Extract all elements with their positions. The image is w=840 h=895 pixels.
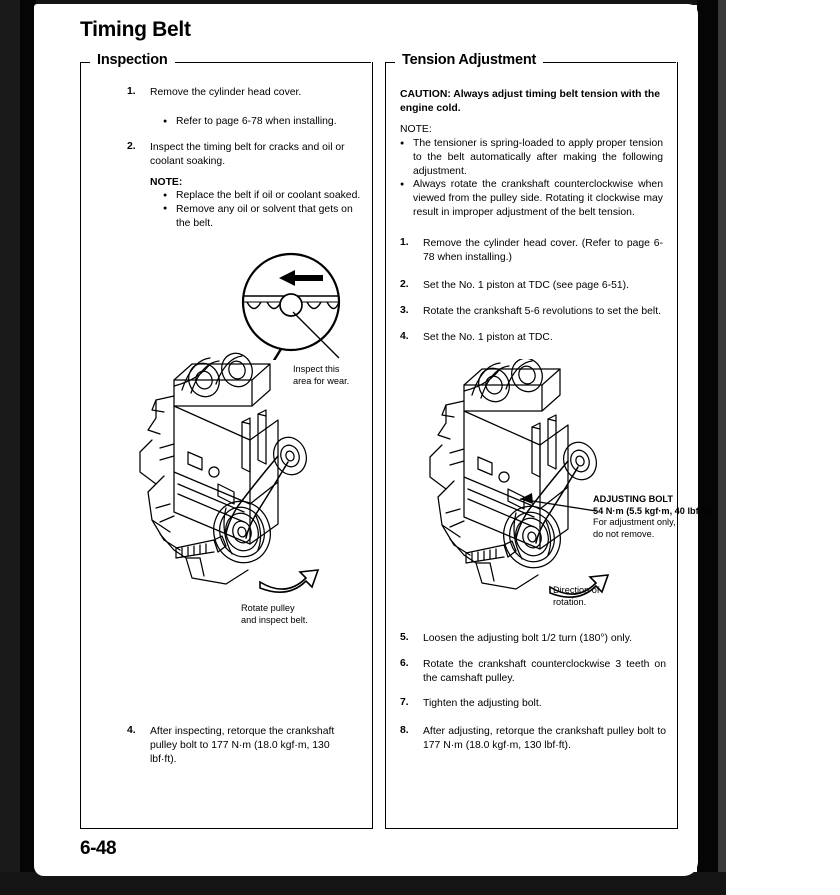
right-step-1-number: 1. bbox=[400, 237, 409, 248]
right-note-label: NOTE: bbox=[400, 124, 432, 135]
adjusting-bolt-callout-torque: 54 N·m (5.5 kgf·m, 40 lbf·ft) bbox=[593, 505, 711, 516]
engine-illustration-left bbox=[130, 344, 350, 604]
direction-of-rotation-line1: Direction of bbox=[553, 585, 600, 595]
right-step-4-number: 4. bbox=[400, 331, 409, 342]
right-step-4-text: Set the No. 1 piston at TDC. bbox=[423, 332, 553, 343]
right-step-2-number: 2. bbox=[400, 279, 409, 290]
left-step-1-number: 1. bbox=[127, 86, 136, 97]
inspect-area-caption-line1: Inspect this bbox=[293, 364, 340, 374]
adjusting-bolt-callout-title: ADJUSTING BOLT bbox=[593, 494, 673, 504]
rotate-pulley-caption bbox=[241, 603, 308, 626]
right-step-8-number: 8. bbox=[400, 725, 409, 736]
wear-area-circle bbox=[280, 294, 302, 316]
tensioner-pulley-right bbox=[558, 438, 601, 485]
inspection-panel-legend: Inspection bbox=[90, 52, 175, 68]
camshaft-housing-right bbox=[464, 359, 560, 411]
scan-edge-right-inner bbox=[718, 0, 726, 886]
adjusting-bolt-callout-line4: do not remove. bbox=[593, 528, 655, 539]
rotation-arrow-left bbox=[260, 570, 318, 592]
right-step-7-number: 7. bbox=[400, 697, 409, 708]
right-step-5-text: Loosen the adjusting bolt 1/2 turn (180°) only. bbox=[423, 633, 633, 644]
right-step-7-text: Tighten the adjusting bolt. bbox=[423, 698, 542, 709]
left-note-bullet-2: ● Remove any oil or solvent that gets on the belt. bbox=[163, 203, 368, 231]
manual-page bbox=[34, 4, 711, 876]
right-step-5-number: 5. bbox=[400, 632, 409, 643]
right-step-3-number: 3. bbox=[400, 305, 409, 316]
right-step-3-text: Rotate the crankshaft 5-6 revolutions to set the belt. bbox=[423, 306, 661, 317]
left-note-bullets bbox=[163, 189, 368, 230]
left-step-4-number: 4. bbox=[127, 725, 136, 736]
right-note-bullet-1: ● The tensioner is spring-loaded to apply proper tension to the belt automatically after making the following adjustment. bbox=[400, 137, 663, 178]
left-step-1-text: Remove the cylinder head cover. bbox=[150, 87, 302, 98]
left-step-1-bullet: ● Refer to page 6-78 when installing. bbox=[163, 115, 359, 129]
tension-panel-legend: Tension Adjustment bbox=[395, 52, 543, 68]
rotate-pulley-caption-line1: Rotate pulley bbox=[241, 603, 295, 613]
right-step-6-number: 6. bbox=[400, 658, 409, 669]
direction-of-rotation-line2: rotation. bbox=[553, 596, 587, 607]
adjusting-bolt-callout-line3: For adjustment only, bbox=[593, 517, 676, 528]
caution-text: CAUTION: Always adjust timing belt tension with the engine cold. bbox=[400, 89, 660, 114]
tensioner-pulley bbox=[268, 433, 311, 480]
camshaft-housing bbox=[174, 349, 270, 406]
inspect-area-caption-line2: area for wear. bbox=[293, 375, 350, 386]
left-step-2-number: 2. bbox=[127, 141, 136, 152]
spark-plug-tubes bbox=[242, 410, 266, 472]
right-note-bullets bbox=[400, 137, 663, 220]
spark-plug-tubes-right bbox=[532, 415, 556, 477]
left-step-2-text: Inspect the timing belt for cracks and oil or coolant soaking. bbox=[150, 142, 345, 167]
right-step-8-text: After adjusting, retorque the crankshaft pulley bolt to 177 N·m (18.0 kgf·m, 130 lbf·ft). bbox=[423, 726, 666, 751]
page-title: Timing Belt bbox=[80, 18, 191, 41]
right-step-2-text: Set the No. 1 piston at TDC (see page 6-51). bbox=[423, 280, 630, 291]
right-note-bullet-2: ● Always rotate the crankshaft counterclockwise when viewed from the pulley side. Rotating it clockwise may result in improper adjustment of the belt tension. bbox=[400, 178, 663, 219]
engine-illustration-right bbox=[420, 359, 640, 609]
left-note-bullet-1: ● Replace the belt if oil or coolant soaked. bbox=[163, 189, 368, 203]
left-step-1-bullet-wrap bbox=[163, 115, 359, 129]
right-step-1-text: Remove the cylinder head cover. (Refer to page 6-78 when installing.) bbox=[423, 238, 663, 263]
manifold-left bbox=[140, 396, 200, 558]
adjusting-bolt-leader bbox=[520, 493, 596, 511]
rotate-pulley-caption-line2: and inspect belt. bbox=[241, 614, 308, 625]
direction-of-rotation-caption bbox=[553, 585, 599, 608]
manifold-left-right-fig bbox=[430, 401, 490, 563]
left-step-4-text: After inspecting, retorque the crankshaft pulley bolt to 177 N·m (18.0 kgf·m, 130 lbf·ft). bbox=[150, 726, 335, 765]
adjusting-bolt-callout bbox=[593, 494, 713, 540]
page-number: 6-48 bbox=[80, 838, 117, 859]
right-step-6-text: Rotate the crankshaft counterclockwise 3 teeth on the camshaft pulley. bbox=[423, 659, 666, 684]
left-note-label: NOTE: bbox=[150, 177, 183, 188]
